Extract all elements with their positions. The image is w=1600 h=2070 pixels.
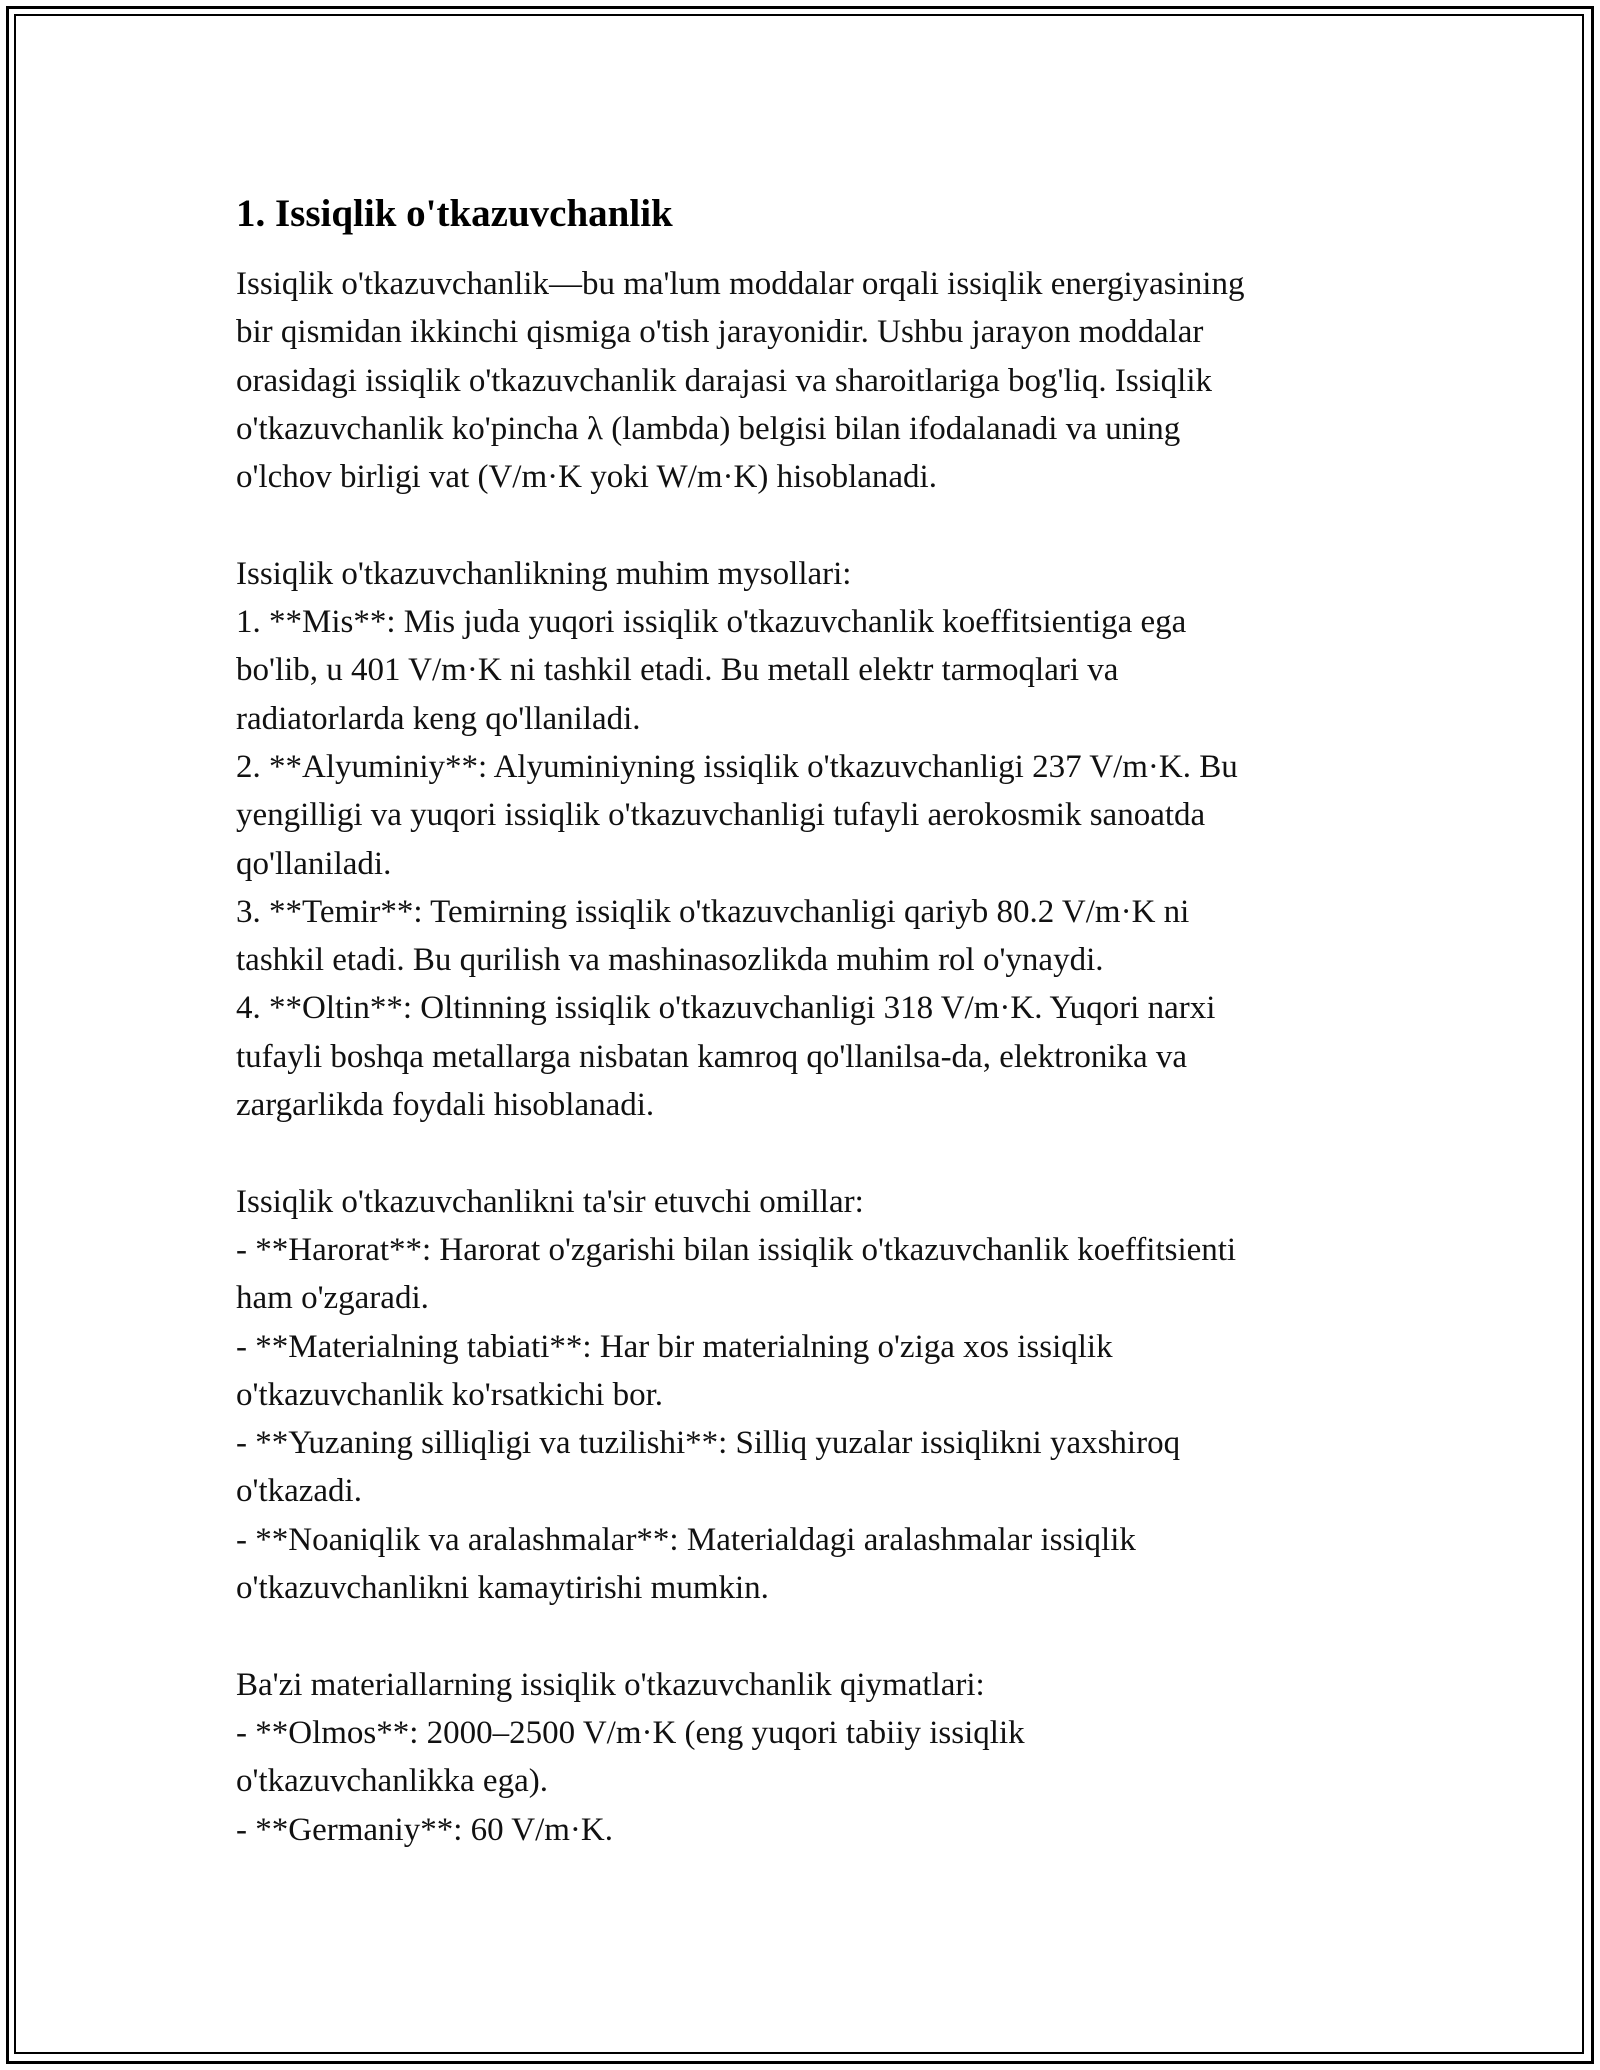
text-line: - **Olmos**: 2000–2500 V/m·K (eng yuqori tabiiy issiqlik [236,1714,1025,1751]
text-line: radiatorlarda keng qo'llaniladi. [236,700,641,737]
text-line: ham o'zgaradi. [236,1280,429,1317]
paragraph-spacer [236,501,1376,549]
text-line: Issiqlik o'tkazuvchanlikni ta'sir etuvchi omillar: [236,1183,864,1220]
text-line: 1. **Mis**: Mis juda yuqori issiqlik o'tkazuvchanlik koeffitsientiga ega [236,604,1187,641]
text-line: tufayli boshqa metallarga nisbatan kamroq qo'llanilsa-da, elektronika va [236,1038,1188,1075]
text-line: o'lchov birligi vat (V/m·K yoki W/m·K) hisoblanadi. [236,459,937,496]
paragraph-spacer [236,1612,1376,1660]
text-line: o'tkazuvchanlikni kamaytirishi mumkin. [236,1570,769,1607]
intro-paragraph [236,260,1376,501]
text-line: bir qismidan ikkinchi qismiga o'tish jarayonidir. Ushbu jarayon moddalar [236,314,1204,351]
values-paragraph [236,1661,1376,1854]
text-line: 3. **Temir**: Temirning issiqlik o'tkazuvchanligi qariyb 80.2 V/m·K ni [236,893,1190,930]
text-line: - **Yuzaning silliqligi va tuzilishi**: Silliq yuzalar issiqlikni yaxshiroq [236,1425,1181,1462]
text-line: tashkil etadi. Bu qurilish va mashinasozlikda muhim rol o'ynaydi. [236,942,1104,979]
text-line: Issiqlik o'tkazuvchanlik—bu ma'lum moddalar orqali issiqlik energiyasining [236,266,1245,302]
examples-paragraph [236,550,1376,1130]
text-line: o'tkazuvchanlik ko'pincha λ (lambda) belgisi bilan ifodalanadi va uning [236,410,1181,447]
text-line: 2. **Alyuminiy**: Alyuminiyning issiqlik o'tkazuvchanligi 237 V/m·K. Bu [236,748,1238,785]
factors-paragraph [236,1178,1376,1613]
paragraph-spacer [236,1129,1376,1177]
text-line: 4. **Oltin**: Oltinning issiqlik o'tkazuvchanligi 318 V/m·K. Yuqori narxi [236,990,1216,1027]
text-line: Issiqlik o'tkazuvchanlikning muhim mysollari: [236,555,852,592]
text-line: - **Noaniqlik va aralashmalar**: Materialdagi aralashmalar issiqlik [236,1521,1136,1558]
section-heading: 1. Issiqlik o'tkazuvchanlik [236,192,673,235]
text-line: Ba'zi materiallarning issiqlik o'tkazuvchanlik qiymatlari: [236,1666,985,1703]
text-line: o'tkazuvchanlik ko'rsatkichi bor. [236,1376,664,1413]
text-line: zargarlikda foydali hisoblanadi. [236,1087,655,1124]
text-line: o'tkazuvchanlikka ega). [236,1763,548,1800]
text-line: qo'llaniladi. [236,845,392,882]
text-line: bo'lib, u 401 V/m·K ni tashkil etadi. Bu metall elektr tarmoqlari va [236,652,1119,689]
text-line: yengilligi va yuqori issiqlik o'tkazuvchanligi tufayli aerokosmik sanoatda [236,797,1206,834]
text-line: orasidagi issiqlik o'tkazuvchanlik darajasi va sharoitlariga bog'liq. Issiqlik [236,362,1213,399]
text-line: - **Harorat**: Harorat o'zgarishi bilan issiqlik o'tkazuvchanlik koeffitsienti [236,1231,1237,1268]
text-line: - **Germaniy**: 60 V/m·K. [236,1811,614,1848]
document-body [236,190,1376,1854]
text-line: - **Materialning tabiati**: Har bir materialning o'ziga xos issiqlik [236,1328,1113,1365]
text-line: o'tkazadi. [236,1473,362,1510]
